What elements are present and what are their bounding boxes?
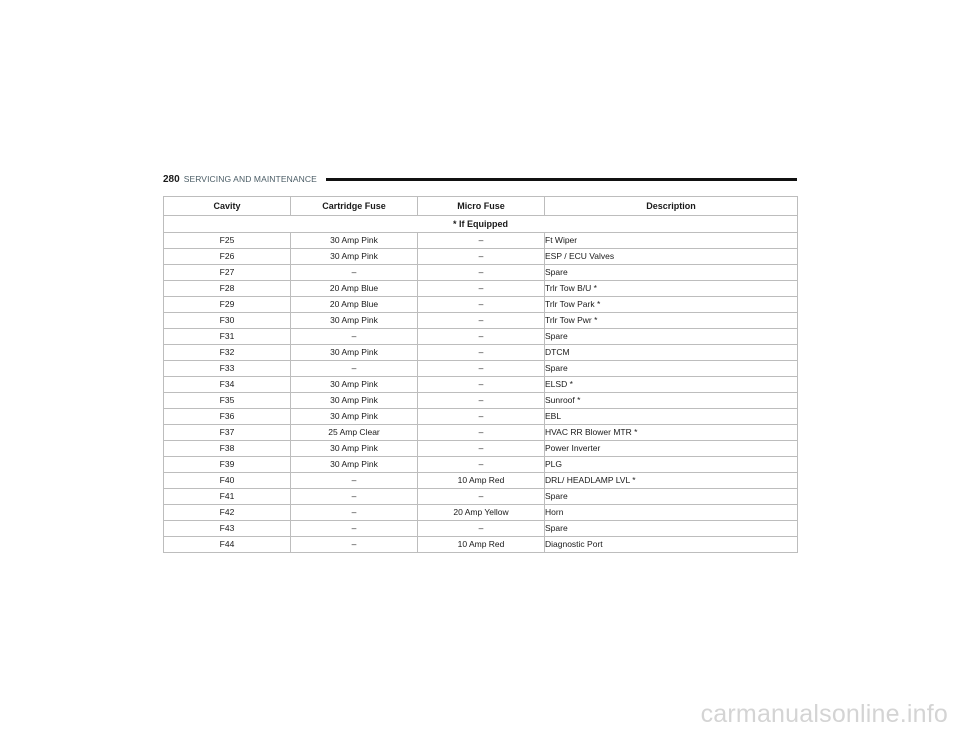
cell-description: Diagnostic Port [545, 537, 798, 553]
cell-cavity: F29 [164, 297, 291, 313]
cell-micro-fuse: – [418, 393, 545, 409]
cell-description: Trlr Tow Pwr * [545, 313, 798, 329]
cell-description: ELSD * [545, 377, 798, 393]
cell-cavity: F36 [164, 409, 291, 425]
cell-micro-fuse: – [418, 249, 545, 265]
cell-description: HVAC RR Blower MTR * [545, 425, 798, 441]
cell-cavity: F37 [164, 425, 291, 441]
table-row [164, 393, 798, 409]
cell-description: Spare [545, 329, 798, 345]
table-row [164, 473, 798, 489]
cell-cavity: F32 [164, 345, 291, 361]
table-header-row [164, 197, 798, 216]
cell-cavity: F42 [164, 505, 291, 521]
column-header-micro-fuse: Micro Fuse [418, 197, 545, 216]
cell-description: Horn [545, 505, 798, 521]
table-row [164, 441, 798, 457]
column-header-description: Description [545, 197, 798, 216]
table-row [164, 489, 798, 505]
page-header [163, 172, 797, 186]
table-row [164, 233, 798, 249]
cell-description: Spare [545, 521, 798, 537]
cell-cavity: F27 [164, 265, 291, 281]
cell-cartridge-fuse: – [291, 361, 418, 377]
cell-micro-fuse: – [418, 441, 545, 457]
table-row [164, 329, 798, 345]
cell-cavity: F39 [164, 457, 291, 473]
cell-micro-fuse: – [418, 313, 545, 329]
page-number: 280 [163, 173, 180, 185]
cell-description: Sunroof * [545, 393, 798, 409]
cell-micro-fuse: – [418, 281, 545, 297]
table-row [164, 281, 798, 297]
cell-micro-fuse: 10 Amp Red [418, 537, 545, 553]
cell-cavity: F25 [164, 233, 291, 249]
cell-description: ESP / ECU Valves [545, 249, 798, 265]
cell-micro-fuse: – [418, 265, 545, 281]
cell-cartridge-fuse: 20 Amp Blue [291, 281, 418, 297]
cell-cartridge-fuse: – [291, 329, 418, 345]
table-row [164, 537, 798, 553]
cell-cavity: F44 [164, 537, 291, 553]
cell-cavity: F43 [164, 521, 291, 537]
fuse-table [163, 196, 798, 553]
table-row [164, 297, 798, 313]
table-row [164, 313, 798, 329]
table-row [164, 249, 798, 265]
cell-description: DTCM [545, 345, 798, 361]
cell-micro-fuse: – [418, 233, 545, 249]
cell-cavity: F34 [164, 377, 291, 393]
table-row [164, 457, 798, 473]
cell-cavity: F28 [164, 281, 291, 297]
cell-description: DRL/ HEADLAMP LVL * [545, 473, 798, 489]
table-row [164, 505, 798, 521]
cell-micro-fuse: – [418, 409, 545, 425]
cell-cavity: F38 [164, 441, 291, 457]
cell-description: Spare [545, 361, 798, 377]
cell-micro-fuse: – [418, 345, 545, 361]
cell-cartridge-fuse: 30 Amp Pink [291, 441, 418, 457]
cell-cartridge-fuse: 30 Amp Pink [291, 409, 418, 425]
table-row [164, 409, 798, 425]
cell-cartridge-fuse: 25 Amp Clear [291, 425, 418, 441]
cell-cartridge-fuse: – [291, 489, 418, 505]
column-header-cavity: Cavity [164, 197, 291, 216]
header-rule [326, 178, 797, 181]
cell-micro-fuse: 20 Amp Yellow [418, 505, 545, 521]
column-header-cartridge-fuse: Cartridge Fuse [291, 197, 418, 216]
table-row [164, 265, 798, 281]
cell-cartridge-fuse: 30 Amp Pink [291, 345, 418, 361]
cell-cartridge-fuse: – [291, 505, 418, 521]
cell-cartridge-fuse: 30 Amp Pink [291, 249, 418, 265]
cell-cavity: F33 [164, 361, 291, 377]
cell-description: Spare [545, 265, 798, 281]
table-row [164, 377, 798, 393]
cell-micro-fuse: – [418, 521, 545, 537]
cell-cavity: F35 [164, 393, 291, 409]
cell-cartridge-fuse: 30 Amp Pink [291, 457, 418, 473]
cell-description: EBL [545, 409, 798, 425]
cell-cartridge-fuse: 30 Amp Pink [291, 393, 418, 409]
cell-cartridge-fuse: 30 Amp Pink [291, 233, 418, 249]
cell-micro-fuse: – [418, 457, 545, 473]
cell-cartridge-fuse: – [291, 521, 418, 537]
cell-cartridge-fuse: 30 Amp Pink [291, 377, 418, 393]
watermark: carmanualsonline.info [700, 700, 948, 728]
if-equipped-note: * If Equipped [164, 216, 798, 233]
cell-description: Ft Wiper [545, 233, 798, 249]
table-row [164, 521, 798, 537]
table-row [164, 361, 798, 377]
cell-description: Spare [545, 489, 798, 505]
cell-cavity: F26 [164, 249, 291, 265]
cell-cartridge-fuse: 20 Amp Blue [291, 297, 418, 313]
table-row [164, 425, 798, 441]
cell-cavity: F40 [164, 473, 291, 489]
cell-description: Trlr Tow B/U * [545, 281, 798, 297]
cell-cartridge-fuse: – [291, 265, 418, 281]
cell-description: Trlr Tow Park * [545, 297, 798, 313]
cell-micro-fuse: – [418, 377, 545, 393]
cell-cartridge-fuse: – [291, 473, 418, 489]
section-title: SERVICING AND MAINTENANCE [183, 174, 317, 184]
cell-cartridge-fuse: – [291, 537, 418, 553]
table-row [164, 345, 798, 361]
cell-cavity: F41 [164, 489, 291, 505]
cell-description: Power Inverter [545, 441, 798, 457]
cell-cavity: F30 [164, 313, 291, 329]
cell-cartridge-fuse: 30 Amp Pink [291, 313, 418, 329]
if-equipped-note-row [164, 216, 798, 233]
cell-description: PLG [545, 457, 798, 473]
cell-micro-fuse: – [418, 361, 545, 377]
cell-micro-fuse: – [418, 297, 545, 313]
cell-micro-fuse: – [418, 489, 545, 505]
cell-micro-fuse: 10 Amp Red [418, 473, 545, 489]
cell-micro-fuse: – [418, 425, 545, 441]
cell-micro-fuse: – [418, 329, 545, 345]
cell-cavity: F31 [164, 329, 291, 345]
